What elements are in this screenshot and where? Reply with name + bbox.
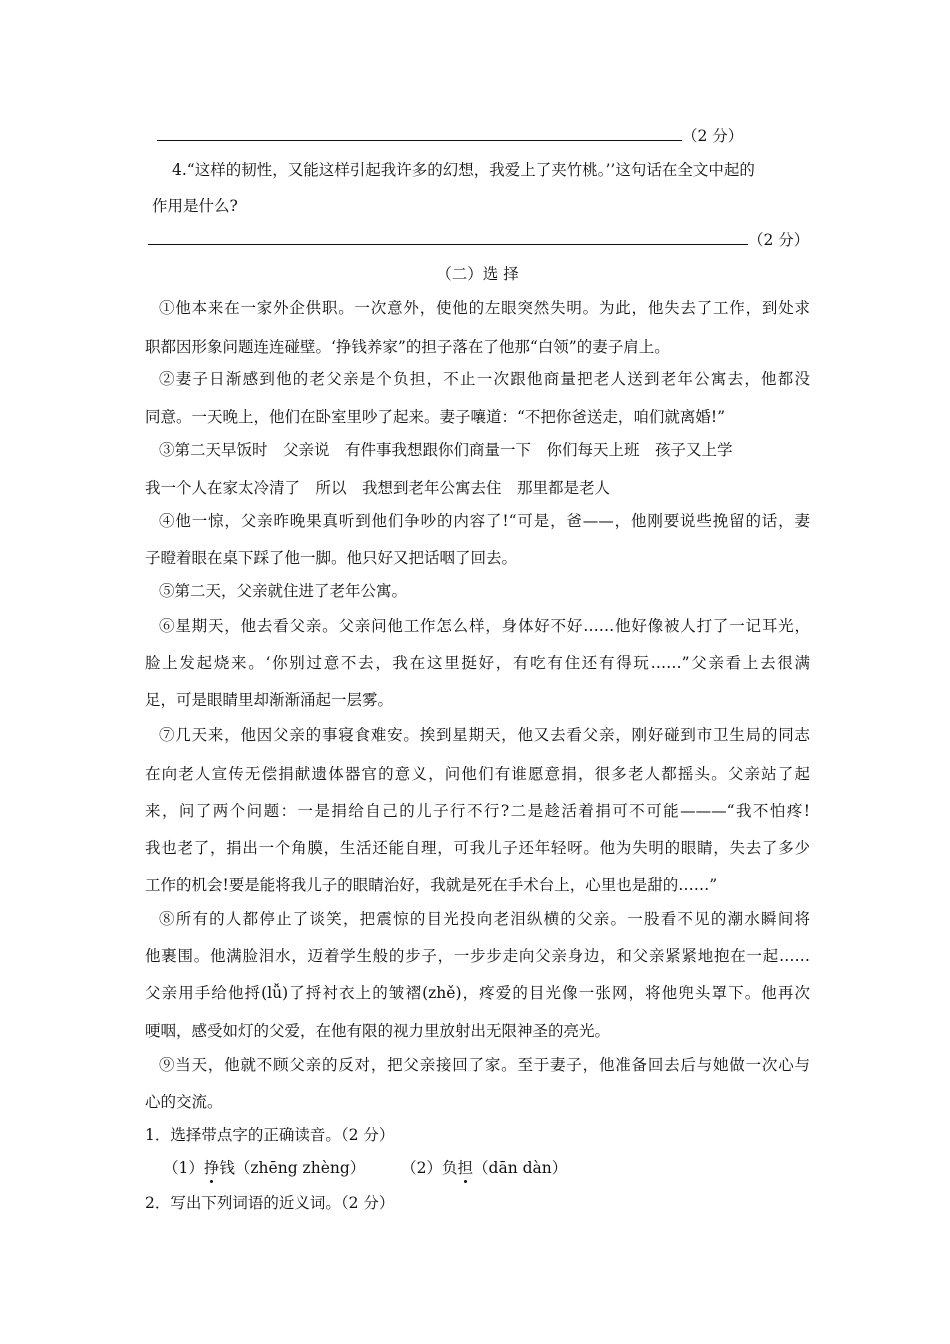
passage-line: 同意。一天晚上，他们在卧室里吵了起来。妻子嚷道：“不把你爸送走，咱们就离婚!” (145, 408, 726, 426)
passage-line: 来，问了两个问题：一是捐给自己的儿子行不行?二是趁活着捐可不可能———“我不怕疼! (145, 802, 810, 820)
score-label: （2 分） (748, 231, 810, 249)
dotted-char: 担 (457, 1159, 474, 1177)
question-4-text: 4.“这样的韧性，又能这样引起我许多的幻想，我爱上了夹竹桃。’’这句话在全文中起的 (172, 161, 755, 179)
question-4-text-cont: 作用是什么? (152, 197, 238, 215)
answer-blank[interactable] (157, 126, 682, 141)
passage-line: ②妻子日渐感到他的老父亲是个负担，不止一次跟他商量把老人送到老年公寓去，他都没 (159, 370, 810, 388)
passage-line: 我一个人在家太冷清了 所以 我想到老年公寓去住 那里都是老人 (145, 479, 611, 497)
option-1-prefix: （1） (163, 1159, 204, 1177)
question-1: 1．选择带点字的正确读音。（2 分） (145, 1126, 395, 1144)
passage-line: 父亲用手给他捋(lǚ)了捋衬衣上的皱褶(zhě)，疼爱的目光像一张网，将他兜头罩下。他再次 (145, 984, 810, 1002)
q4-answer-line (148, 230, 808, 250)
score-label: （2 分） (682, 127, 744, 145)
passage-line: 我也老了，捐出一个角膜，生活还能自理，可我儿子还年轻呀。他为失明的眼睛，失去了多少 (145, 839, 810, 857)
passage-line: 子瞪着眼在桌下踩了他一脚。他只好又把话咽了回去。 (145, 549, 518, 567)
passage-line: ⑦几天来，他因父亲的事寝食难安。挨到星期天，他又去看父亲，刚好碰到市卫生局的同志 (159, 726, 810, 744)
passage-line: 心的交流。 (145, 1093, 223, 1111)
option-2-pinyin: （dān dàn） (473, 1159, 568, 1177)
section-title: （二）选 择 (436, 265, 519, 283)
passage-line: 在向老人宣传无偿捐献遗体器官的意义，问他们有谁愿意捐，很多老人都摇头。父亲站了起 (145, 765, 810, 783)
passage-line: 他裹围。他满脸泪水，迈着学生般的步子，一步步走向父亲身边，和父亲紧紧地抱在一起…… (145, 947, 810, 965)
option-2-prefix: （2）负 (401, 1159, 458, 1177)
passage-line: 脸上发起烧来。‘你别过意不去，我在这里挺好，有吃有住还有得玩……”父亲看上去很满 (145, 654, 810, 672)
passage-line: ⑨当天，他就不顾父亲的反对，把父亲接回了家。至于妻子，他准备回去后与她做一次心与 (159, 1056, 810, 1074)
passage-line: 职都因形象问题连连碰壁。‘挣钱养家”的担子落在了他那“白领”的妻子肩上。 (145, 338, 670, 356)
passage-line: ⑤第二天，父亲就住进了老年公寓。 (159, 582, 408, 600)
answer-blank[interactable] (148, 230, 748, 245)
passage-line: ①他本来在一家外企供职。一次意外，使他的左眼突然失明。为此，他失去了工作，到处求 (159, 299, 810, 317)
passage-line: 足，可是眼睛里却渐渐涌起一层雾。 (145, 691, 394, 709)
passage-line: 工作的机会!要是能将我儿子的眼睛治好，我就是死在手术台上，心里也是甜的……” (145, 876, 718, 894)
question-2: 2．写出下列词语的近义词。（2 分） (145, 1194, 395, 1212)
q3-answer-line (157, 126, 777, 146)
passage-line: ③第二天早饭时 父亲说 有件事我想跟你们商量一下 你们每天上班 孩子又上学 (159, 441, 733, 459)
option-1-pinyin: 钱（zhēng zhèng） (219, 1159, 366, 1177)
question-1-options (163, 1158, 828, 1178)
passage-line: ④他一惊，父亲昨晚果真听到他们争吵的内容了!“可是，爸——，他刚要说些挽留的话，妻 (159, 512, 810, 530)
passage-line: 哽咽，感受如灯的父爱，在他有限的视力里放射出无限神圣的亮光。 (145, 1022, 611, 1040)
passage-line: ⑧所有的人都停止了谈笑，把震惊的目光投向老泪纵横的父亲。一股看不见的潮水瞬间将 (159, 910, 810, 928)
dotted-char: 挣 (203, 1159, 220, 1177)
passage-line: ⑥星期天，他去看父亲。父亲问他工作怎么样，身体好不好……他好像被人打了一记耳光， (159, 617, 810, 635)
